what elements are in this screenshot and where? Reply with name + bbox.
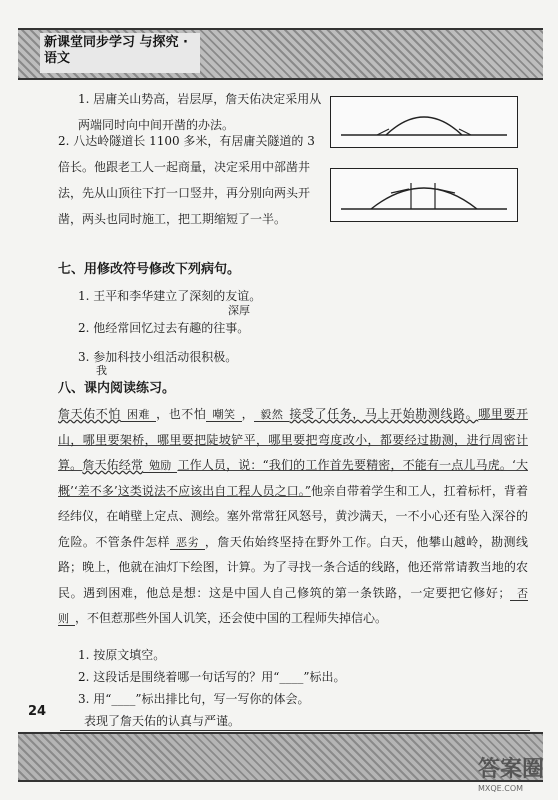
fill-blank-1: 困难	[121, 408, 156, 422]
handwritten-correction-2: 我	[96, 364, 107, 377]
section-7-title: 七、用修改符号修改下列病句。	[58, 262, 241, 277]
reading-passage	[58, 402, 528, 632]
fill-blank-6: 否则	[58, 586, 528, 625]
fill-blank-2: 嘲笑	[206, 408, 241, 422]
question-1: 1. 按原文填空。	[78, 648, 166, 662]
tunnel-diagram-shaft	[330, 168, 518, 222]
question-3: 3. 用“____”标出排比句，写一写你的体会。	[78, 692, 310, 706]
page-number: 24	[28, 704, 47, 719]
fill-blank-4: 勉励	[143, 459, 177, 473]
passage-text: 詹天佑经常	[82, 458, 144, 472]
passage-text: 詹天佑不怕	[58, 407, 121, 421]
footer-band	[18, 732, 543, 782]
tunnel-sketch-2	[331, 169, 517, 221]
section-8-title: 八、课内阅读练习。	[58, 381, 176, 396]
fill-blank-3: 毅然	[254, 408, 289, 422]
passage-text: 接受了任务，马上开始勘测线路。	[289, 407, 479, 421]
handwritten-answer: 表现了詹天佑的认真与严谨。	[84, 714, 241, 728]
tunnel-sketch-1	[331, 97, 517, 147]
question-2: 2. 这段话是围绕着哪一句话写的？用“____”标出。	[78, 670, 346, 684]
passage-text: ，詹天佑始终坚持在野外工作。白天，他攀山越岭，勘测线路；晚上，他就在油灯下绘图，计算。为了寻找一条合适的线路，他还常常请教当地的农民。遇到困难，他总是想：这是中国人自己修筑的第一条铁路，一定要把它修好；	[58, 534, 528, 600]
header-title: 新课堂同步学习 与探究 · 语文	[40, 33, 200, 73]
passage-parallel-sentence: 哪里要开山，哪里要架桥，哪里要把陡坡铲平，哪里要把弯度改小，都要经过勘测，进行周密计算。	[58, 407, 528, 472]
sentence-item-1: 1. 王平和李华建立了深刻的友谊。	[78, 289, 262, 303]
watermark-logo: 答案圈	[478, 757, 545, 782]
fill-blank-5: 恶劣	[170, 536, 205, 550]
answer-line	[60, 712, 530, 731]
passage-text: ，不但惹那些外国人讥笑，还会使中国的工程师失掉信心。	[75, 611, 388, 625]
handwritten-correction-1: 深厚	[228, 304, 250, 317]
passage-text: ，也不怕	[156, 407, 207, 421]
reading-paragraph-1: 1. 居庸关山势高，岩层厚，詹天佑决定采用从两端同时向中间开凿的办法。	[78, 92, 322, 132]
passage-text: ，	[241, 407, 255, 421]
passage-text: 他亲自带着学生和工人，扛着标杆，背着经纬仪，在峭壁上定点、测绘。塞外常常狂风怒号，黄沙满天，一不小心还有坠入深谷的危险。不管条件怎样	[58, 483, 528, 549]
reading-paragraph-2: 2. 八达岭隧道长 1100 多米，有居庸关隧道的 3 倍长。他跟老工人一起商量，决定采用中部凿井法，先从山顶往下打一口竖井，再分别向两头开凿，两头也同时施工，把工期缩短了一半。	[58, 134, 315, 226]
tunnel-diagram-both-ends	[330, 96, 518, 148]
sentence-item-3: 3. 参加科技小组活动很积极。	[78, 350, 238, 364]
sentence-item-2: 2. 他经常回忆过去有趣的往事。	[78, 321, 250, 335]
watermark-url: MXQE.COM	[478, 784, 524, 793]
passage-text: 工作人员，说：“我们的工作首先要精密，不能有一点儿马虎。‘大概’‘差不多’这类说法不应该出自工程人员之口。”	[58, 458, 528, 498]
